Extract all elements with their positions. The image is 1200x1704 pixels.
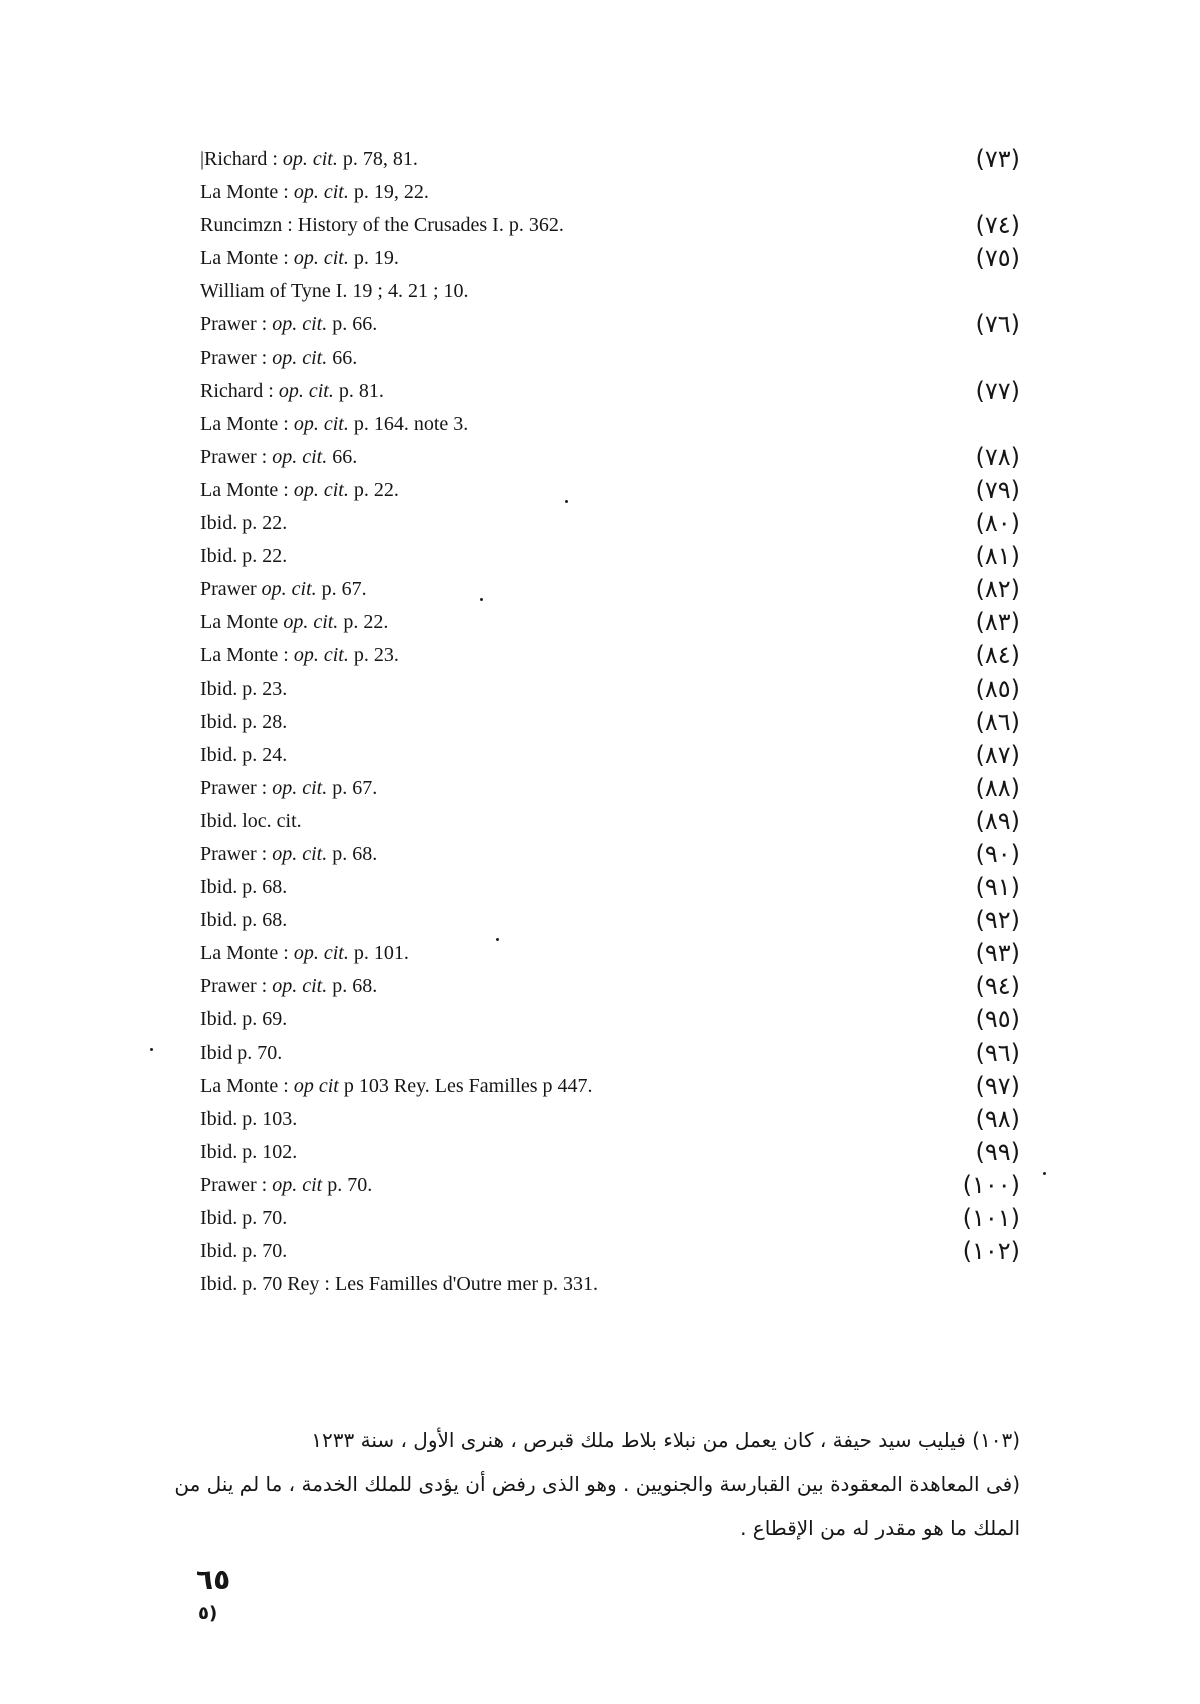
footnote-row <box>200 1169 1020 1202</box>
footnote-number: (٨٢) <box>975 575 1020 604</box>
footnote-citation: La Monte : op. cit. p. 19. <box>200 247 399 270</box>
signature-mark: ٥) <box>198 1603 218 1624</box>
footnote-citation: William of Tyne I. 19 ; 4. 21 ; 10. <box>200 280 469 303</box>
footnote-row <box>200 540 1020 573</box>
footnote-row <box>200 970 1020 1003</box>
footnote-number: (٧٨) <box>975 442 1020 471</box>
footnote-row <box>200 1235 1020 1268</box>
footnote-citation: Ibid. p. 23. <box>200 677 288 700</box>
footnote-number: (٨٧) <box>975 740 1020 769</box>
scan-speck <box>496 938 499 941</box>
footnote-number: (٩٨) <box>975 1104 1020 1133</box>
scan-speck <box>150 1048 153 1051</box>
footnote-number: (٨٠) <box>975 509 1020 538</box>
footnote-citation: Prawer : op. cit. 66. <box>200 445 358 468</box>
footnote-row <box>200 573 1020 606</box>
arabic-line-3: الملك ما هو مقدر له من الإقطاع . <box>740 1516 1020 1540</box>
footnote-number: (٩٦) <box>975 1038 1020 1067</box>
footnote-citation: La Monte : op. cit. p. 23. <box>200 644 399 667</box>
footnotes-list <box>200 143 1020 1301</box>
footnote-row <box>200 275 1020 308</box>
footnote-citation: Ibid. p. 70. <box>200 1207 288 1229</box>
footnote-row <box>200 772 1020 805</box>
footnote-citation: Ibid. p. 24. <box>200 743 288 766</box>
scan-speck <box>1043 1172 1046 1175</box>
footnote-number: (٩٧) <box>975 1071 1020 1100</box>
footnote-citation: La Monte op. cit. p. 22. <box>200 611 389 634</box>
footnote-citation: Ibid. p. 102. <box>200 1140 298 1163</box>
footnote-number: (٧٦) <box>975 310 1020 339</box>
footnote-row <box>200 408 1020 441</box>
footnote-number: (٩٥) <box>975 1005 1020 1034</box>
footnote-row <box>200 1136 1020 1169</box>
footnote-citation: Ibid. p. 70. <box>200 1240 288 1263</box>
footnote-citation: Ibid. p. 103. <box>200 1107 298 1130</box>
footnote-row <box>200 1070 1020 1103</box>
footnote-citation: Ibid. p. 69. <box>200 1008 288 1031</box>
arabic-line-1: (١٠٣) فيليب سيد حيفة ، كان يعمل من نبلاء بلاط ملك قبرص ، هنرى الأول ، سنة ١٢٣٣ <box>311 1428 1020 1452</box>
footnote-number: (٩٣) <box>975 939 1020 968</box>
footnote-row <box>200 308 1020 341</box>
footnote-citation: Ibid. p. 70 Rey : Les Familles d'Outre mer p. 331. <box>200 1273 598 1296</box>
footnote-citation: Ibid p. 70. <box>200 1041 283 1064</box>
footnote-row <box>200 375 1020 408</box>
footnote-citation: Richard : op. cit. p. 81. <box>200 379 384 402</box>
footnote-row <box>200 441 1020 474</box>
footnote-row <box>200 507 1020 540</box>
arabic-footnote <box>174 1418 1020 1550</box>
footnote-row <box>200 1037 1020 1070</box>
footnote-number: (٧٣) <box>975 145 1020 173</box>
footnote-citation: Runcimzn : History of the Crusades I. p. 362. <box>200 214 564 237</box>
footnote-number: (١٠٢) <box>962 1237 1020 1266</box>
footnote-number: (٨٦) <box>975 707 1020 736</box>
footnote-citation: Prawer : op. cit p. 70. <box>200 1173 373 1196</box>
footnote-citation: La Monte : op. cit. p. 101. <box>200 942 409 965</box>
footnote-number: (١٠٠) <box>962 1170 1020 1199</box>
page-number: ٦٥ <box>196 1563 231 1596</box>
footnote-number: (٩٩) <box>975 1137 1020 1166</box>
footnote-row <box>200 937 1020 970</box>
footnote-citation: Prawer op. cit. p. 67. <box>200 578 367 601</box>
footnote-row <box>200 739 1020 772</box>
footnote-citation: Ibid. p. 22. <box>200 545 288 568</box>
footnote-citation: Prawer : op. cit. p. 67. <box>200 776 378 799</box>
footnote-citation: Ibid. p. 68. <box>200 909 288 932</box>
footnote-citation: Ibid. loc. cit. <box>200 809 302 832</box>
footnote-row <box>200 209 1020 242</box>
scan-speck <box>480 598 483 601</box>
footnote-number: (٧٩) <box>975 475 1020 504</box>
footnote-row <box>200 1268 1020 1301</box>
footnote-number: (٩٠) <box>975 839 1020 868</box>
footnote-citation: Prawer : op. cit. p. 66. <box>200 313 378 336</box>
footnote-citation: Ibid. p. 28. <box>200 710 288 733</box>
footnote-number: (٩١) <box>975 873 1020 902</box>
footnote-number: (٩٤) <box>975 972 1020 1001</box>
footnote-row <box>200 606 1020 639</box>
footnote-citation: Prawer : op. cit. 66. <box>200 346 358 369</box>
footnote-row <box>200 242 1020 275</box>
footnote-citation: |Richard : op. cit. p. 78, 81. <box>200 148 418 170</box>
footnote-number: (٧٧) <box>975 376 1020 405</box>
footnote-number: (١٠١) <box>962 1204 1020 1232</box>
footnote-row <box>200 143 1020 176</box>
footnote-row <box>200 639 1020 672</box>
footnote-number: (٨٤) <box>975 641 1020 670</box>
footnote-row <box>200 342 1020 375</box>
scan-speck <box>565 500 568 503</box>
footnote-row <box>200 805 1020 838</box>
footnote-number: (٨٩) <box>975 806 1020 835</box>
footnote-citation: La Monte : op. cit. p. 22. <box>200 478 399 501</box>
footnote-row <box>200 474 1020 507</box>
footnote-row <box>200 1003 1020 1036</box>
footnote-number: (٩٢) <box>975 906 1020 935</box>
footnote-row <box>200 1103 1020 1136</box>
footnote-number: (٨٣) <box>975 608 1020 637</box>
footnote-row <box>200 1202 1020 1235</box>
footnote-row <box>200 706 1020 739</box>
footnote-number: (٧٤) <box>975 211 1020 240</box>
footnote-citation: Ibid. p. 22. <box>200 512 288 535</box>
footnote-number: (٨٨) <box>975 773 1020 802</box>
footnote-citation: La Monte : op cit p 103 Rey. Les Familles p 447. <box>200 1074 593 1097</box>
footnote-row <box>200 673 1020 706</box>
footnote-citation: Prawer : op. cit. p. 68. <box>200 975 378 998</box>
arabic-line-2: (فى المعاهدة المعقودة بين القبارسة والجنويين . وهو الذى رفض أن يؤدى للملك الخدمة ، ما لم ينل من <box>174 1472 1020 1496</box>
footnote-citation: La Monte : op. cit. p. 19, 22. <box>200 181 429 204</box>
footnote-number: (٨١) <box>975 542 1020 571</box>
footnote-row <box>200 871 1020 904</box>
footnote-number: (٧٥) <box>975 244 1020 273</box>
footnote-citation: Prawer : op. cit. p. 68. <box>200 842 378 865</box>
footnote-row <box>200 176 1020 209</box>
footnote-citation: Ibid. p. 68. <box>200 876 288 899</box>
footnote-row <box>200 904 1020 937</box>
footnote-number: (٨٥) <box>975 674 1020 703</box>
footnote-citation: La Monte : op. cit. p. 164. note 3. <box>200 412 469 435</box>
footnote-row <box>200 838 1020 871</box>
